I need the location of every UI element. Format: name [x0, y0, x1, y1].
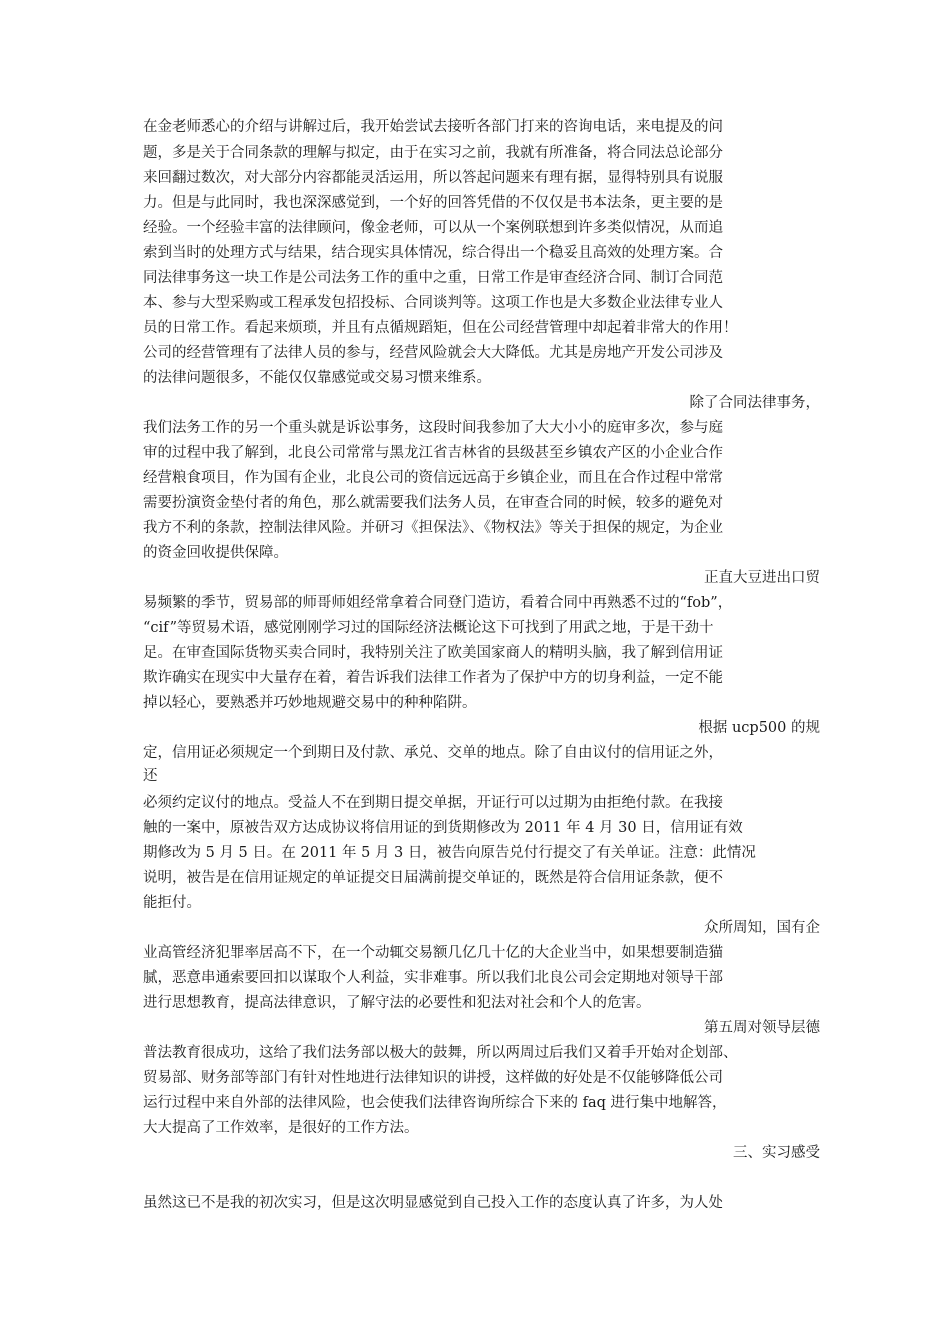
text-line: 在金老师悉心的介绍与讲解过后，我开始尝试去接听各部门打来的咨询电话，来电提及的问 [143, 119, 723, 135]
text-line: 欺诈确实在现实中大量存在着，着告诉我们法律工作者为了保护中方的切身利益，一定不能 [143, 670, 723, 686]
text-line: 足。在审查国际货物买卖合同时，我特别关注了欧美国家商人的精明头脑，我了解到信用证 [143, 645, 723, 661]
text-line: 业高管经济犯罪率居高不下，在一个动辄交易额几亿几十亿的大企业当中，如果想要制造猫 [143, 945, 723, 961]
text-line: 索到当时的处理方式与结果，结合现实具体情况，综合得出一个稳妥且高效的处理方案。合 [143, 245, 723, 261]
text-line: 还 [143, 768, 158, 784]
text-line: 掉以轻心，要熟悉并巧妙地规避交易中的种种陷阱。 [143, 695, 477, 711]
text-line: 进行思想教育，提高法律意识，了解守法的必要性和犯法对社会和个人的危害。 [143, 995, 651, 1011]
text-line: 必须约定议付的地点。受益人不在到期日提交单据，开证行可以过期为由拒绝付款。在我接 [143, 795, 723, 811]
text-line: 普法教育很成功，这给了我们法务部以极大的鼓舞，所以两周过后我们又着手开始对企划部、 [143, 1045, 738, 1061]
text-line: 需要扮演资金垫付者的角色，那么就需要我们法务人员，在审查合同的时候，较多的避免对 [143, 495, 723, 511]
text-line: 题，多是关于合同条款的理解与拟定，由于在实习之前，我就有所准备，将合同法总论部分 [143, 145, 723, 161]
text-line: 经验。一个经验丰富的法律顾问，像金老师，可以从一个案例联想到许多类似情况，从而追 [143, 220, 723, 236]
paragraph-lead-in: 众所周知，国有企 [704, 920, 820, 936]
text-line: 定，信用证必须规定一个到期日及付款、承兑、交单的地点。除了自由议付的信用证之外， [143, 745, 723, 761]
text-line: 审的过程中我了解到，北良公司常常与黑龙江省吉林省的县级甚至乡镇农产区的小企业合作 [143, 445, 723, 461]
text-line: 我方不利的条款，控制法律风险。并研习《担保法》、《物权法》等关于担保的规定，为企业 [143, 520, 723, 536]
text-line: 易频繁的季节，贸易部的师哥师姐经常拿着合同登门造访，看着合同中再熟悉不过的“fob”， [143, 595, 733, 611]
text-line: 公司的经营管理有了法律人员的参与，经营风险就会大大降低。尤其是房地产开发公司涉及 [143, 345, 723, 361]
text-line: 能拒付。 [143, 895, 201, 911]
text-line: 触的一案中，原被告双方达成协议将信用证的到货期修改为 2011 年 4 月 30 日，信用证有效 [143, 820, 743, 836]
text-line: 的资金回收提供保障。 [143, 545, 288, 561]
text-line: 我们法务工作的另一个重头就是诉讼事务，这段时间我参加了大大小小的庭审多次，参与庭 [143, 420, 723, 436]
text-line: 腻，恶意串通索要回扣以谋取个人利益，实非难事。所以我们北良公司会定期地对领导干部 [143, 970, 723, 986]
text-line: 的法律问题很多，不能仅仅靠感觉或交易习惯来维系。 [143, 370, 491, 386]
paragraph-lead-in: 第五周对领导层德 [704, 1020, 820, 1036]
text-line: 虽然这已不是我的初次实习，但是这次明显感觉到自己投入工作的态度认真了许多，为人处 [143, 1195, 723, 1211]
text-line: 大大提高了工作效率，是很好的工作方法。 [143, 1120, 419, 1136]
text-line: 力。但是与此同时，我也深深感觉到，一个好的回答凭借的不仅仅是书本法条，更主要的是 [143, 195, 723, 211]
text-line: 期修改为 5 月 5 日。在 2011 年 5 月 3 日，被告向原告兑付行提交了有关单证。注意：此情况 [143, 845, 756, 861]
paragraph-lead-in: 正直大豆进出口贸 [704, 570, 820, 586]
text-line: 经营粮食项目，作为国有企业，北良公司的资信远远高于乡镇企业，而且在合作过程中常常 [143, 470, 723, 486]
paragraph-lead-in: 除了合同法律事务， [689, 395, 820, 411]
text-line: 本、参与大型采购或工程承发包招投标、合同谈判等。这项工作也是大多数企业法律专业人 [143, 295, 723, 311]
text-line: 贸易部、财务部等部门有针对性地进行法律知识的讲授，这样做的好处是不仅能够降低公司 [143, 1070, 723, 1086]
section-heading: 三、实习感受 [733, 1145, 820, 1161]
text-line: 运行过程中来自外部的法律风险，也会使我们法律咨询所综合下来的 faq 进行集中地解答， [143, 1095, 727, 1111]
text-line: 说明，被告是在信用证规定的单证提交日届满前提交单证的，既然是符合信用证条款，便不 [143, 870, 723, 886]
text-line: 员的日常工作。看起来烦琐，并且有点循规蹈矩，但在公司经营管理中却起着非常大的作用！ [143, 320, 738, 336]
text-line: 来回翻过数次，对大部分内容都能灵活运用，所以答起问题来有理有据，显得特别具有说服 [143, 170, 723, 186]
text-line: 同法律事务这一块工作是公司法务工作的重中之重，日常工作是审查经济合同、制订合同范 [143, 270, 723, 286]
paragraph-lead-in: 根据 ucp500 的规 [698, 720, 820, 736]
text-line: “cif”等贸易术语，感觉刚刚学习过的国际经济法概论这下可找到了用武之地，于是干劲十 [143, 620, 714, 636]
